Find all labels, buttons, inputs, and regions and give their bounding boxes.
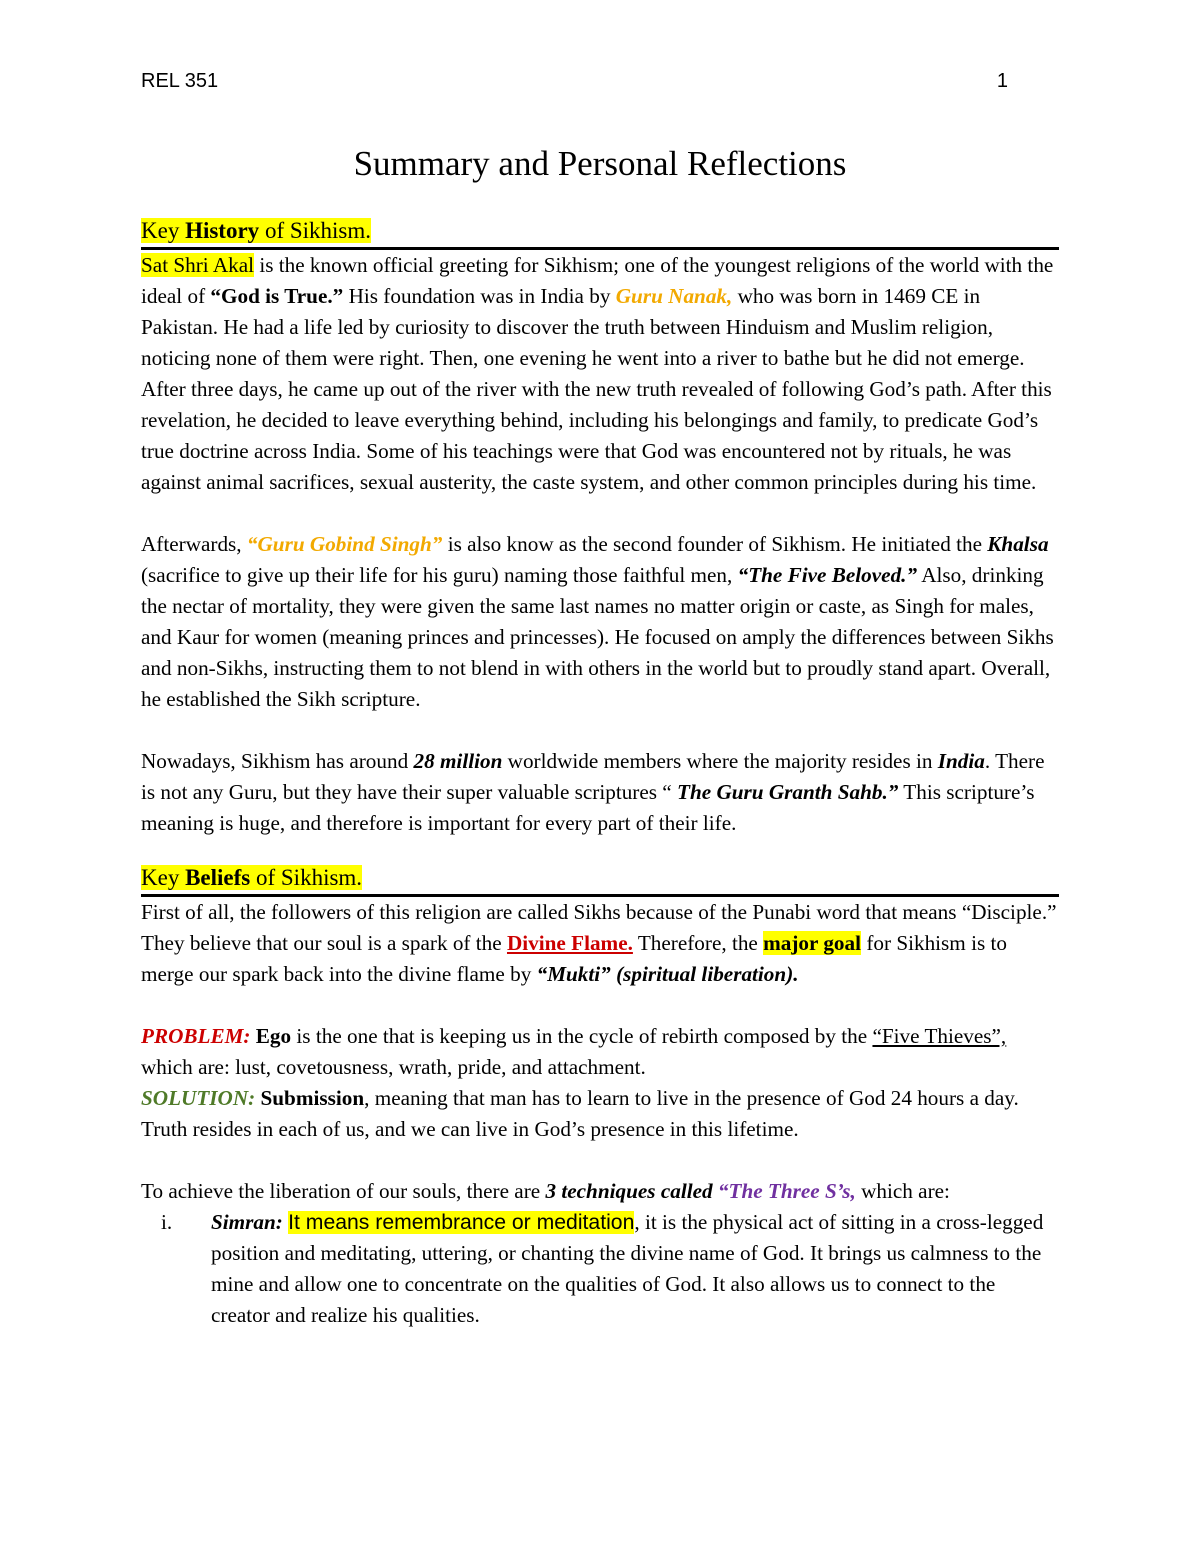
solution-label: SOLUTION:: [141, 1086, 256, 1110]
divine-flame: Divine Flame.: [506, 931, 633, 955]
simran-highlight: It means remembrance or meditation: [288, 1211, 635, 1234]
solution-paragraph: SOLUTION: Submission, meaning that man has to learn to live in the presence of God 24 hours a day. Truth resides in each of us, and we can live in God’s presence in this lifetime.: [141, 1086, 1019, 1141]
list-item: [141, 1207, 1059, 1331]
history-heading-highlight: Key History of Sikhism.: [141, 218, 372, 243]
history-paragraph-2: Afterwards, “Guru Gobind Singh” is also know as the second founder of Sikhism. He initiated the Khalsa (sacrifice to give up their life for his guru) naming those faithful men, “The Five Beloved.” Also, drinking the nectar of mortality, they were given the same last names no matter origin or caste, as Singh for males, and Kaur for women (meaning princes and princesses). He focused on amply the differences between Sikhs and non-Sikhs, instructing them to not blend in with others in the world but to proudly stand apart. Overall, he established the Sikh scripture.: [141, 532, 1054, 711]
major-goal-highlight: major goal: [763, 931, 862, 955]
techniques-paragraph: To achieve the liberation of our souls, there are 3 techniques called “The Three S’s, which are:: [141, 1179, 950, 1203]
beliefs-heading: [141, 861, 1059, 897]
document-title: Summary and Personal Reflections: [353, 144, 847, 183]
founder-name: Guru Nanak,: [615, 284, 733, 308]
list-item-text: Simran: It means remembrance or meditation, it is the physical act of sitting in a cross-legged position and meditating, uttering, or chanting the divine name of God. It brings us calmness to the mine and allow one to concentrate on the qualities of God. It also allows us to connect to the creator and realize his qualities.: [211, 1210, 1044, 1327]
beliefs-heading-highlight: Key Beliefs of Sikhism.: [141, 865, 363, 890]
list-item-number: i.: [161, 1210, 173, 1234]
running-head: [141, 70, 1008, 93]
history-paragraph-1: Sat Shri Akal is the known official greeting for Sikhism; one of the youngest religions of the world with the ideal of “God is True.” His foundation was in India by Guru Nanak, who was born in 1469 CE in Pakistan. He had a life led by curiosity to discover the truth between Hinduism and Muslim religion, noticing none of them were right. Then, one evening he went into a river to bathe but he did not emerge. After three days, he came up out of the river with the new truth revealed of following God’s path. After this revelation, he decided to leave everything behind, including his belongings and family, to predicate God’s true doctrine across India. Some of his teachings were that God was encountered not by rituals, he was against animal sacrifices, sexual austerity, the caste system, and other common principles during his time.: [141, 253, 1054, 494]
history-paragraph-3: Nowadays, Sikhism has around 28 million worldwide members where the majority resides in India. There is not any Guru, but they have their super valuable scriptures “ The Guru Granth Sahb.” This scripture’s meaning is huge, and therefore is important for every part of their life.: [141, 749, 1045, 835]
three-s-label: “The Three S’s,: [717, 1179, 856, 1203]
page-number: 1: [996, 70, 1008, 92]
problem-paragraph: PROBLEM: Ego is the one that is keeping us in the cycle of rebirth composed by the “Five Thieves”, which are: lust, covetousness, wrath, pride, and attachment.: [141, 1024, 1007, 1079]
problem-label: PROBLEM:: [141, 1024, 251, 1048]
second-founder-name: “Guru Gobind Singh”: [246, 532, 443, 556]
beliefs-paragraph-1: First of all, the followers of this religion are called Sikhs because of the Punabi word that means “Disciple.” They believe that our soul is a spark of the Divine Flame. Therefore, the major goal for Sikhism is to merge our spark back into the divine flame by “Mukti” (spiritual liberation).: [141, 900, 1057, 986]
history-heading: [141, 214, 1059, 250]
techniques-list: [141, 1207, 1059, 1331]
greeting-highlight: Sat Shri Akal: [141, 253, 255, 277]
document-body: [141, 214, 1059, 1331]
course-code: REL 351: [141, 70, 219, 92]
